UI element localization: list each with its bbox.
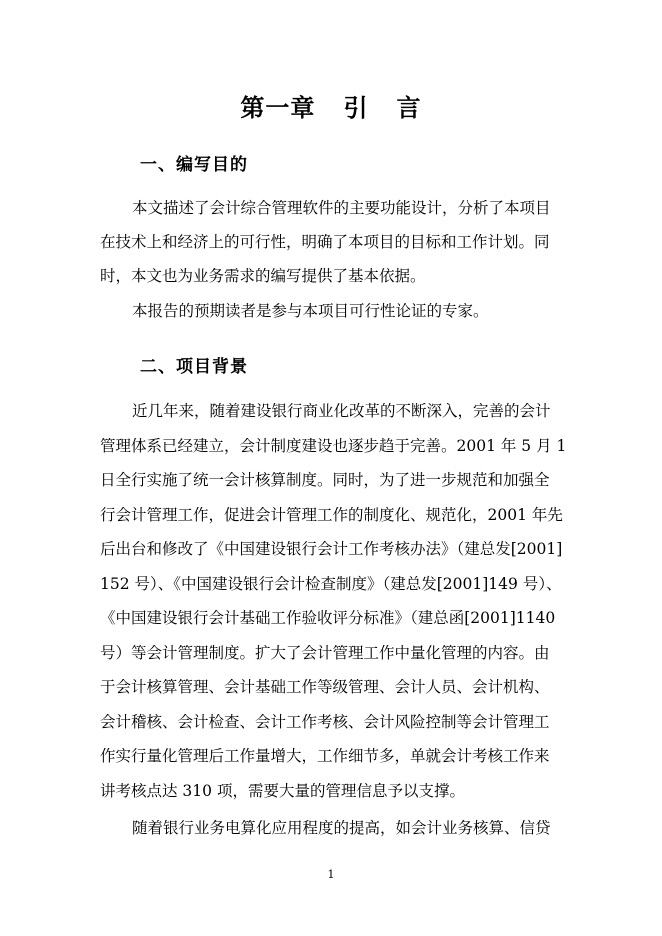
page-number: 1 [327, 868, 335, 881]
section-heading-purpose: 一、编写目的 [140, 155, 248, 175]
paragraph-line: 日全行实施了统一会计核算制度。同时，为了进一步规范和加强全 [100, 471, 550, 489]
section-heading-background: 二、项目背景 [140, 357, 248, 377]
paragraph-line: 于会计核算管理、会计基础工作等级管理、会计人员、会计机构、 [100, 678, 550, 696]
chapter-title: 第一章 引 言 [240, 93, 422, 122]
paragraph-line: 会计稽核、会计检查、会计工作考核、会计风险控制等会计管理工 [100, 713, 550, 731]
paragraph-line: 近几年来，随着建设银行商业化改革的不断深入，完善的会计 [132, 402, 551, 420]
paragraph-line: 后出台和修改了《中国建设银行会计工作考核办法》（建总发[2001] [100, 540, 563, 558]
paragraph-line: 号）等会计管理制度。扩大了会计管理工作中量化管理的内容。由 [100, 644, 550, 662]
paragraph-line: 152 号）、《中国建设银行会计检查制度》（建总发[2001]149 号）、 [100, 575, 562, 593]
paragraph-line: 作实行量化管理后工作量增大，工作细节多，单就会计考核工作来 [100, 747, 550, 765]
paragraph-line: 本报告的预期读者是参与本项目可行性论证的专家。 [132, 302, 489, 320]
paragraph-line: 在技术上和经济上的可行性，明确了本项目的目标和工作计划。同 [100, 233, 550, 251]
paragraph-line: 本文描述了会计综合管理软件的主要功能设计，分析了本项目 [132, 199, 551, 217]
paragraph-line: 行会计管理工作，促进会计管理工作的制度化、规范化，2001 年先 [100, 506, 563, 524]
paragraph-line: 《中国建设银行会计基础工作验收评分标准》（建总函[2001]1140 [100, 609, 556, 627]
paragraph-line: 讲考核点达 310 项，需要大量的管理信息予以支撑。 [100, 782, 465, 800]
paragraph-line: 随着银行业务电算化应用程度的提高，如会计业务核算、信贷 [132, 819, 551, 837]
paragraph-line: 时，本文也为业务需求的编写提供了基本依据。 [100, 267, 426, 285]
paragraph-line: 管理体系已经建立，会计制度建设也逐步趋于完善。2001 年 5 月 1 [100, 437, 567, 455]
